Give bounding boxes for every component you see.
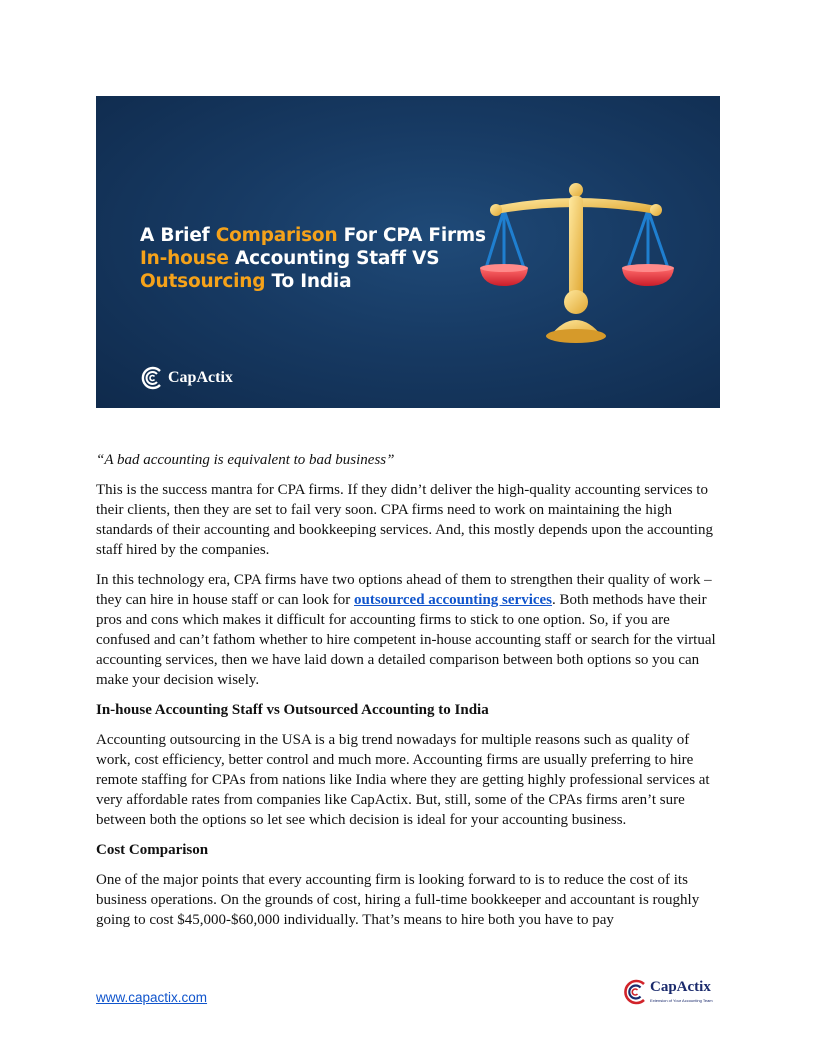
banner-title-text: Accounting Staff VS <box>228 248 440 269</box>
banner-title-text: To India <box>265 271 352 292</box>
banner-title-highlight: Comparison <box>215 225 338 246</box>
quote: “A bad accounting is equivalent to bad business” <box>96 452 395 468</box>
paragraph: This is the success mantra for CPA firms. If they didn’t deliver the high-quality accounting services to their clients, then they are set to fail very soon. CPA firms need to work on maintaining the high standards of their accounting and bookkeeping services. And, this mostly depends upon the accounting staff hired by the companies. <box>96 482 713 558</box>
section-heading: In-house Accounting Staff vs Outsourced Accounting to India <box>96 702 489 718</box>
section-heading: Cost Comparison <box>96 842 209 858</box>
banner-title-text: A Brief <box>140 225 216 246</box>
footer-logo-text: CapActix <box>650 979 711 995</box>
paragraph-text: . Both methods have their pros and cons which makes it difficult for accounting firms to stick to one option. So, if you are confused and can’t fathom whether to hire competent in-house accounting staff or search for the virtual accounting services, then we have laid down a detailed comparison between both options so you can make your decision wisely. <box>96 592 716 688</box>
footer-logo <box>622 976 722 1008</box>
footer-website-link[interactable]: www.capactix.com <box>96 990 208 1005</box>
banner-title <box>140 224 520 293</box>
paragraph <box>96 570 720 690</box>
capactix-logo-icon <box>140 366 164 390</box>
footer-logo-tagline: Extension of Your Accounting Team <box>650 998 713 1003</box>
banner-title-text: For CPA Firms <box>337 225 486 246</box>
outsourced-accounting-link[interactable]: outsourced accounting services <box>353 592 553 608</box>
banner-title-highlight: Outsourcing <box>140 271 266 292</box>
hero-banner <box>96 96 720 408</box>
banner-logo-text: CapActix <box>168 369 233 386</box>
paragraph: Accounting outsourcing in the USA is a big trend nowadays for multiple reasons such as quality of work, cost efficiency, better control and much more. Accounting firms are usually preferring to hire remote staffing for CPAs from nations like India where they are getting highly professional services at very affordable rates from companies like CapActix. But, still, some of the CPAs firms aren’t sure between both the options so let see which decision is ideal for your accounting business. <box>96 732 710 828</box>
paragraph: One of the major points that every accounting firm is looking forward to is to reduce the cost of its business operations. On the grounds of cost, hiring a full-time bookkeeper and accountant is roughly going to cost $45,000-$60,000 individually. That’s means to hire both you have to pay <box>96 872 700 928</box>
balance-scale-icon <box>476 176 706 356</box>
paragraph-text: In this technology era, CPA firms have two options ahead of them to strengthen their quality of work – they can hire in house staff or can look for <box>96 572 712 608</box>
banner-logo <box>140 366 233 390</box>
capactix-logo-icon <box>622 978 648 1006</box>
banner-title-highlight: In-house <box>140 248 229 269</box>
article-body <box>96 450 720 940</box>
